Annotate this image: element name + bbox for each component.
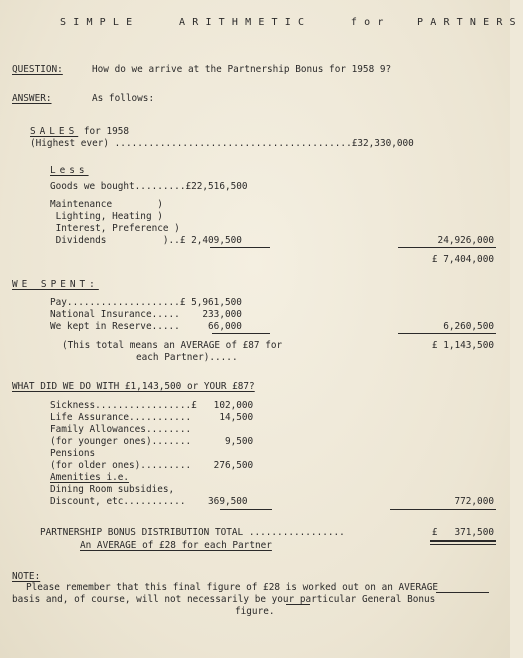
spent-total-rule <box>398 333 496 334</box>
bonus-double-rule-2 <box>430 544 496 545</box>
what-rule <box>220 509 272 510</box>
answer-label: ANSWER: <box>12 93 52 104</box>
discount-line: Discount, etc........... 369,500 <box>50 496 248 507</box>
bonus-amount: £ 371,500 <box>431 527 494 538</box>
amenities-line: Amenities i.e. <box>50 472 130 483</box>
note-line-1: Please remember that this final figure of £28 is worked out on an AVERAGE <box>26 582 439 593</box>
what-heading: WHAT DID WE DO WITH £1,143,500 or YOUR £87? <box>12 381 255 392</box>
what-total-rule <box>390 509 496 510</box>
goods-line: Goods we bought.........£22,516,500 <box>50 181 248 192</box>
older-ones-line: (for older ones)......... 276,500 <box>50 460 254 471</box>
lighting-line: Lighting, Heating ) <box>50 211 163 222</box>
your-underline <box>286 604 310 605</box>
average-underline <box>436 592 489 593</box>
maintenance-line: Maintenance ) <box>50 199 163 210</box>
average-note-2: each Partner)..... <box>136 352 238 363</box>
family-allowances-line: Family Allowances........ <box>50 424 192 435</box>
pay-line: Pay....................£ 5,961,500 <box>50 297 242 308</box>
what-total: 772,000 <box>454 496 494 507</box>
answer-text: As follows: <box>92 93 155 104</box>
bonus-average: An AVERAGE of £28 for each Partner <box>80 540 272 551</box>
question-label: QUESTION: <box>12 64 63 75</box>
spent-total: 6,260,500 <box>443 321 494 332</box>
sickness-line: Sickness.................£ 102,000 <box>50 400 254 411</box>
dining-line: Dining Room subsidies, <box>50 484 175 495</box>
reserve-line: We kept in Reserve..... 66,000 <box>50 321 242 332</box>
sales-line: (Highest ever) ..........................................£32,330,000 <box>30 138 414 149</box>
note-line-3: figure. <box>235 606 275 617</box>
bleed-through-text <box>300 43 392 55</box>
note-line-2: basis and, of course, will not necessarily be your particular General Bonus <box>12 594 436 605</box>
average-total: £ 1,143,500 <box>431 340 494 351</box>
less-total-rule <box>398 247 496 248</box>
bonus-double-rule <box>430 540 496 542</box>
less-heading: Less <box>50 165 89 176</box>
spent-rule <box>212 333 270 334</box>
life-assurance-line: Life Assurance........... 14,500 <box>50 412 254 423</box>
pensions-line: Pensions <box>50 448 96 459</box>
subtotal-rule <box>210 247 270 248</box>
sales-heading: SALES for 1958 <box>30 126 130 137</box>
younger-ones-line: (for younger ones)....... 9,500 <box>50 436 254 447</box>
dividends-line: Dividends )..£ 2,409,500 <box>50 235 242 246</box>
national-insurance-line: National Insurance..... 233,000 <box>50 309 242 320</box>
we-spent-heading: WE SPENT: <box>12 279 99 290</box>
interest-line: Interest, Preference ) <box>50 223 180 234</box>
average-note-1: (This total means an AVERAGE of £87 for <box>62 340 283 351</box>
question-text: How do we arrive at the Partnership Bonus for 1958 9? <box>92 64 392 75</box>
less-total: 24,926,000 <box>437 235 494 246</box>
page-title: SIMPLE ARITHMETIC for PARTNERS <box>60 17 523 28</box>
bonus-line: PARTNERSHIP BONUS DISTRIBUTION TOTAL ................. <box>40 527 345 538</box>
net-amount: £ 7,404,000 <box>431 254 494 265</box>
note-label: NOTE: <box>12 571 41 582</box>
